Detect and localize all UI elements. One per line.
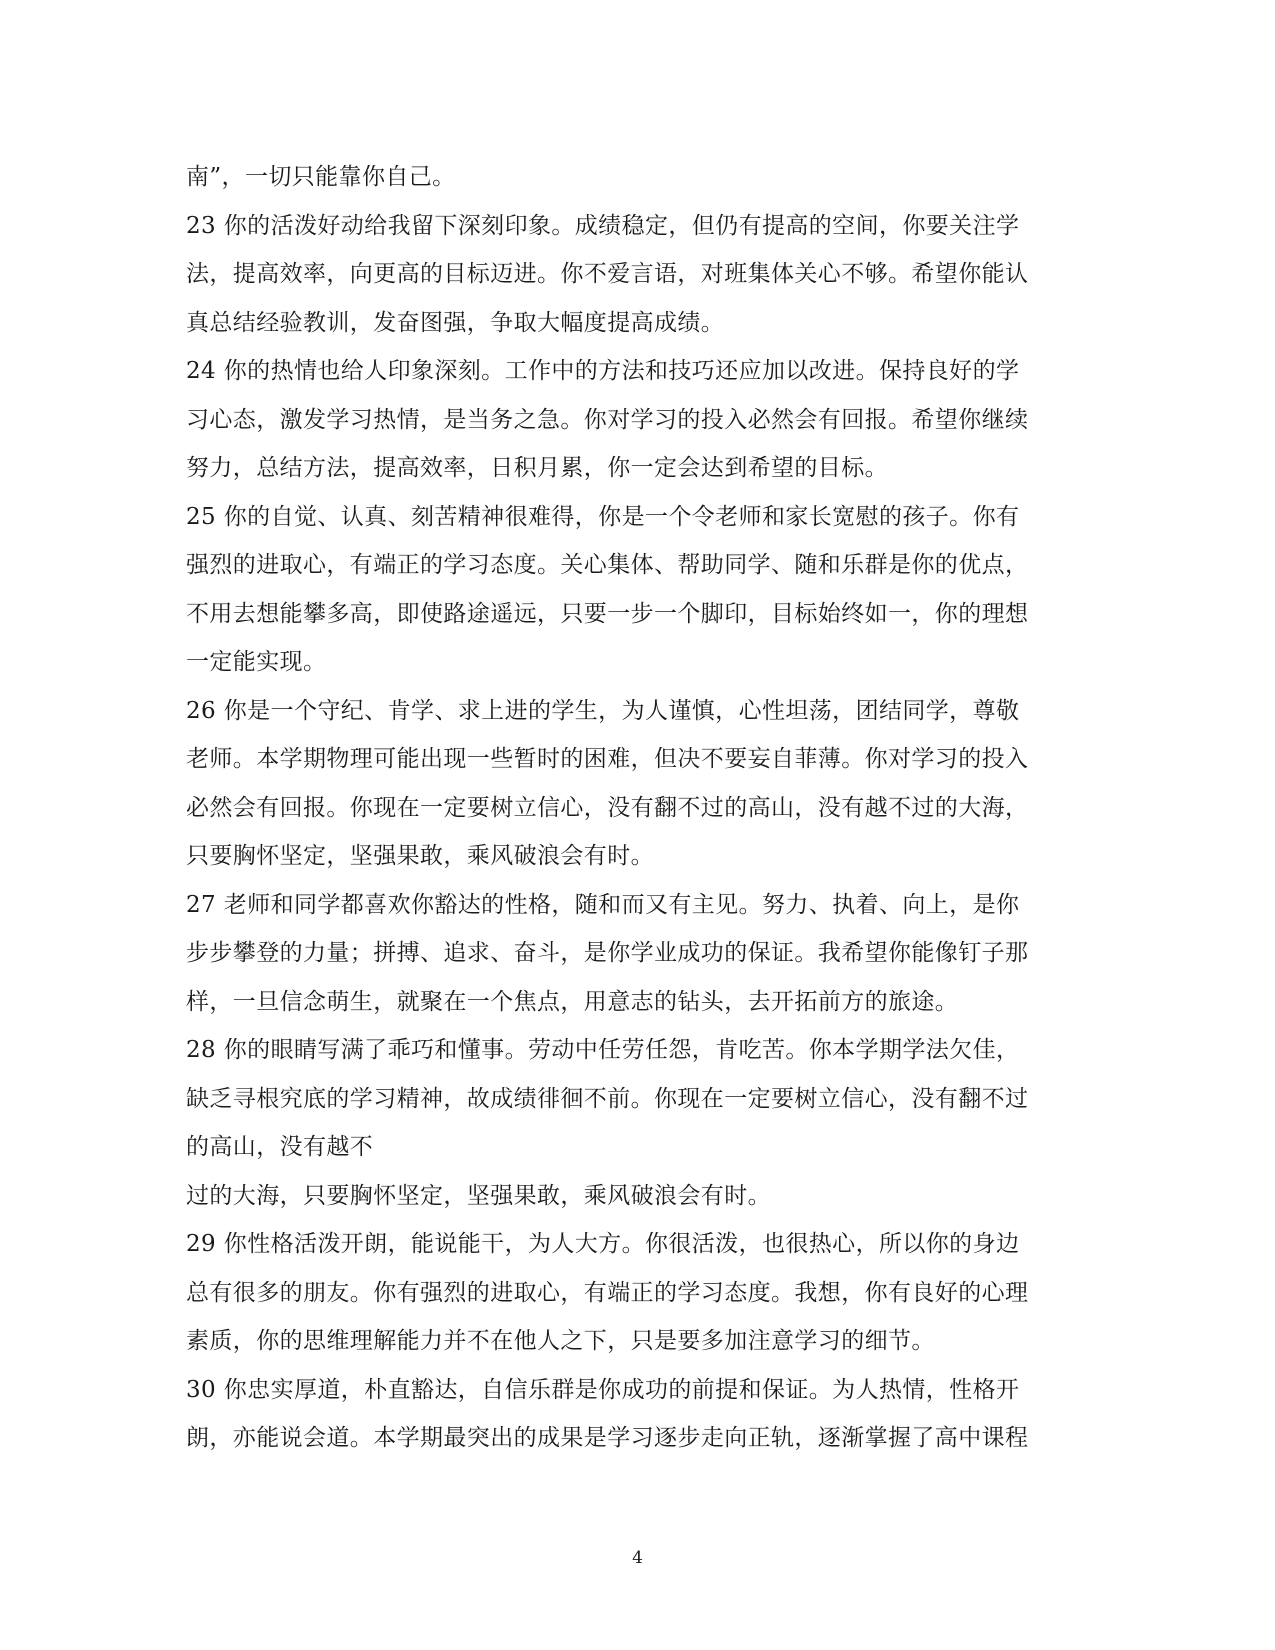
text-line: 必然会有回报。你现在一定要树立信心，没有翻不过的高山，没有越不过的大海， <box>186 794 1029 821</box>
text-line: 强烈的进取心，有端正的学习态度。关心集体、帮助同学、随和乐群是你的优点， <box>186 552 1029 578</box>
page-body <box>186 153 1086 1463</box>
text-line: 过的大海，只要胸怀坚定，坚强果敢，乘风破浪会有时。 <box>186 1182 771 1209</box>
text-line: 总有很多的朋友。你有强烈的进取心，有端正的学习态度。我想，你有良好的心理 <box>186 1279 1029 1306</box>
text-line: 一定能实现。 <box>186 649 327 675</box>
text-line: 30 你忠实厚道，朴直豁达，自信乐群是你成功的前提和保证。为人热情，性格开 <box>186 1376 1020 1403</box>
text-line: 样，一旦信念萌生，就聚在一个焦点，用意志的钻头，去开拓前方的旅途。 <box>186 988 959 1015</box>
text-line: 24 你的热情也给人印象深刻。工作中的方法和技巧还应加以改进。保持良好的学 <box>186 358 1020 384</box>
text-line: 28 你的眼睛写满了乖巧和懂事。劳动中任劳任怨，肯吃苦。你本学期学法欠佳， <box>186 1037 1020 1063</box>
text-line: 朗，亦能说会道。本学期最突出的成果是学习逐步走向正轨，逐渐掌握了高中课程 <box>186 1425 1029 1451</box>
text-line: 南”，一切只能靠你自己。 <box>186 164 456 190</box>
text-line: 的高山，没有越不 <box>186 1134 374 1160</box>
text-line: 23 你的活泼好动给我留下深刻印象。成绩稳定，但仍有提高的空间，你要关注学 <box>186 212 1020 239</box>
text-line: 25 你的自觉、认真、刻苦精神很难得，你是一个令老师和家长宽慰的孩子。你有 <box>186 503 1020 530</box>
text-line: 缺乏寻根究底的学习精神，故成绩徘徊不前。你现在一定要树立信心，没有翻不过 <box>186 1085 1029 1112</box>
text-line: 26 你是一个守纪、肯学、求上进的学生，为人谨慎，心性坦荡，团结同学，尊敬 <box>186 697 1020 724</box>
text-line: 努力，总结方法，提高效率，日积月累，你一定会达到希望的目标。 <box>186 455 888 481</box>
text-line: 法，提高效率，向更高的目标迈进。你不爱言语，对班集体关心不够。希望你能认 <box>186 261 1029 287</box>
text-line: 27 老师和同学都喜欢你豁达的性格，随和而又有主见。努力、执着、向上，是你 <box>186 891 1020 918</box>
text-line: 只要胸怀坚定，坚强果敢，乘风破浪会有时。 <box>186 843 654 869</box>
text-line: 老师。本学期物理可能出现一些暂时的困难，但决不要妄自菲薄。你对学习的投入 <box>186 746 1029 772</box>
text-line: 素质，你的思维理解能力并不在他人之下，只是要多加注意学习的细节。 <box>186 1328 935 1354</box>
text-line: 步步攀登的力量；拼搏、追求、奋斗，是你学业成功的保证。我希望你能像钉子那 <box>186 940 1029 966</box>
page-number: 4 <box>632 1548 643 1568</box>
text-line: 真总结经验教训，发奋图强，争取大幅度提高成绩。 <box>186 309 725 336</box>
text-line: 习心态，激发学习热情，是当务之急。你对学习的投入必然会有回报。希望你继续 <box>186 406 1029 433</box>
text-line: 不用去想能攀多高，即使路途遥远，只要一步一个脚印，目标始终如一，你的理想 <box>186 600 1029 627</box>
text-line: 29 你性格活泼开朗，能说能干，为人大方。你很活泼，也很热心，所以你的身边 <box>186 1231 1020 1257</box>
